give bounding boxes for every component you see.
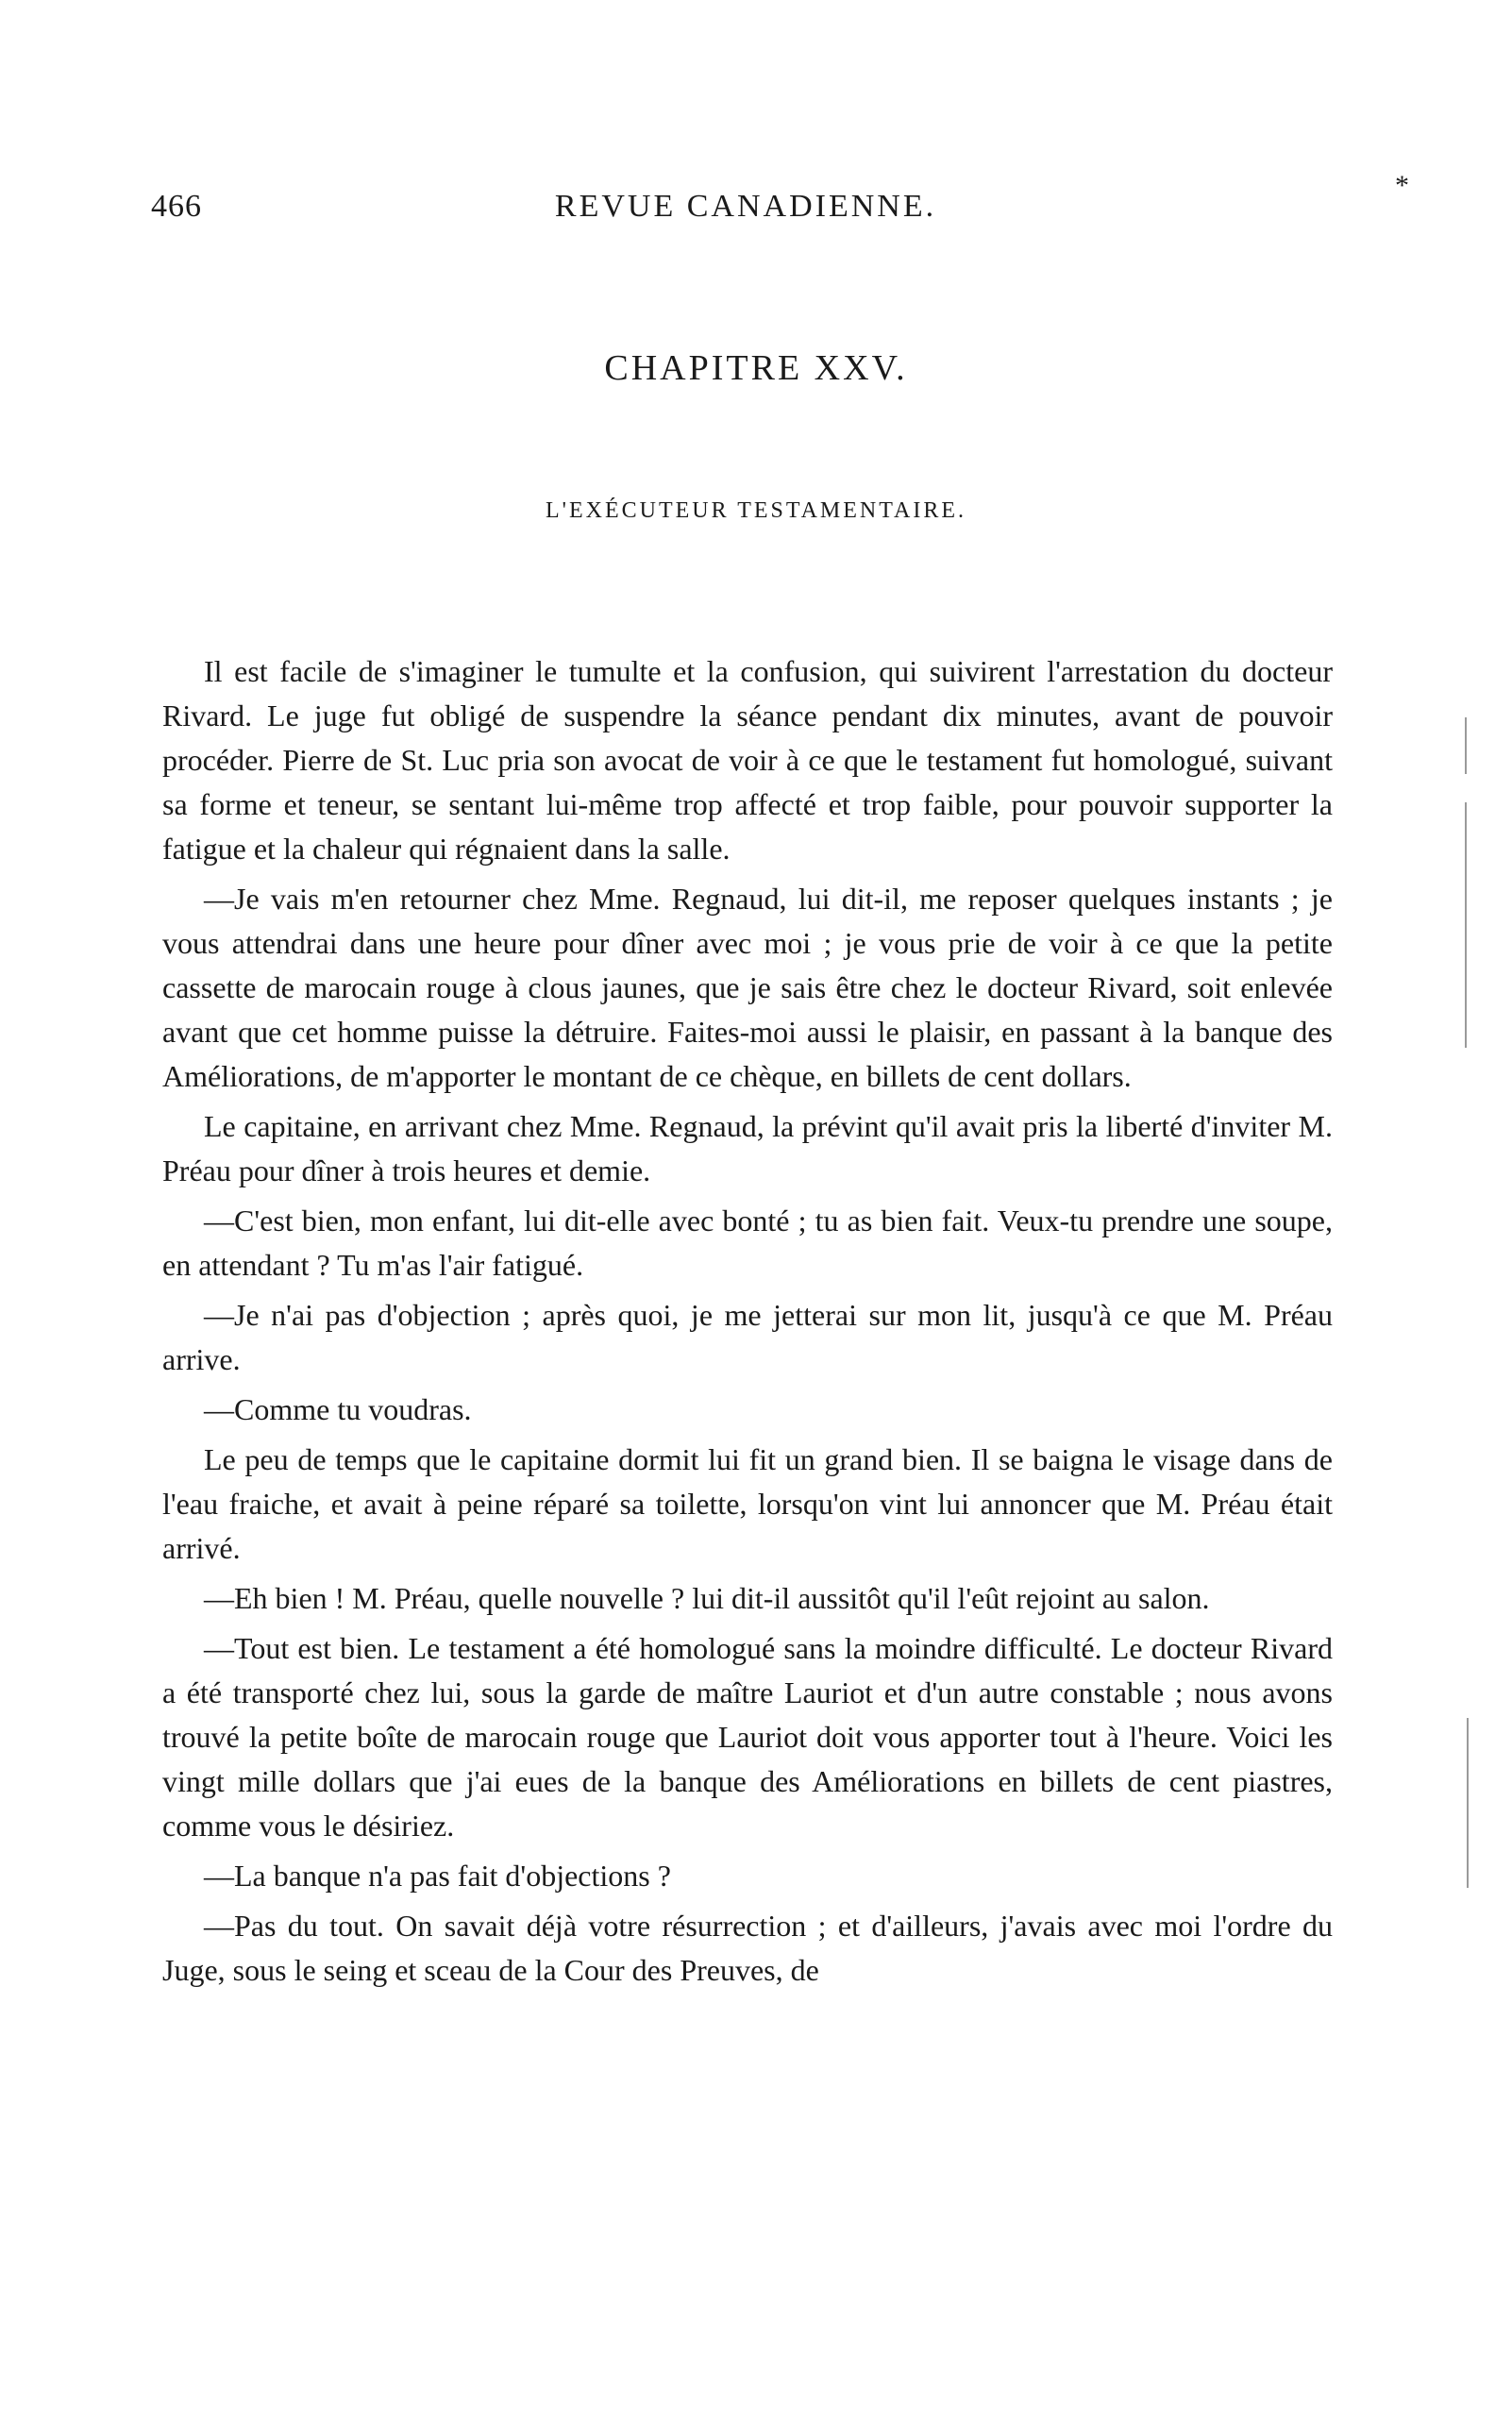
page-number: 466 — [151, 189, 202, 224]
paragraph: Il est facile de s'imaginer le tumulte et la confusion, qui suivirent l'arrestation du docteur Rivard. Le juge fut obligé de suspendre la séance pendant dix minutes, avant de pouvoir procéder. Pierre de St. Luc pria son avocat de voir à ce que le testament fut homologué, suivant sa forme et teneur, se sentant lui-même trop affecté et trop faible, pour pouvoir supporter la fatigue et la chaleur qui régnaient dans la salle. — [162, 654, 1333, 866]
running-title: REVUE CANADIENNE. — [554, 189, 937, 224]
paragraph: —La banque n'a pas fait d'objections ? — [204, 1859, 671, 1893]
paragraph: —Tout est bien. Le testament a été homologué sans la moindre difficulté. Le docteur Rivard a été transporté chez lui, sous la garde de maître Lauriot et d'un autre constable ; nous avons trouvé la petite boîte de marocain rouge que Lauriot doit vous apporter tout à l'heure. Voici les vingt mille dollars que j'ai eues de la banque des Améliorations en billets de cent piastres, comme vous le désiriez. — [162, 1631, 1333, 1843]
body-text — [162, 649, 1333, 1998]
paragraph: —Je vais m'en retourner chez Mme. Regnaud, lui dit-il, me reposer quelques instants ; je vous attendrai dans une heure pour dîner avec moi ; je vous prie de voir à ce que la petite cassette de marocain rouge à clous jaunes, que je sais être chez le docteur Rivard, soit enlevée avant que cet homme puisse la détruire. Faites-moi aussi le plaisir, en passant à la banque des Améliorations, de m'apporter le montant de ce chèque, en billets de cent dollars. — [162, 882, 1333, 1093]
paragraph: —Comme tu voudras. — [204, 1392, 472, 1426]
paragraph: —Pas du tout. On savait déjà votre résurrection ; et d'ailleurs, j'avais avec moi l'ordre du Juge, sous le seing et sceau de la Cour des Preuves, de — [162, 1909, 1333, 1987]
paragraph: —C'est bien, mon enfant, lui dit-elle avec bonté ; tu as bien fait. Veux-tu prendre une soupe, en attendant ? Tu m'as l'air fatigué. — [162, 1204, 1333, 1282]
margin-mark — [1467, 1718, 1469, 1888]
section-title: L'EXÉCUTEUR TESTAMENTAIRE. — [545, 498, 966, 523]
paragraph: —Eh bien ! M. Préau, quelle nouvelle ? lui dit-il aussitôt qu'il l'eût rejoint au salon. — [204, 1581, 1210, 1615]
margin-mark — [1465, 802, 1467, 1048]
paragraph: Le peu de temps que le capitaine dormit lui fit un grand bien. Il se baigna le visage dans de l'eau fraiche, et avait à peine réparé sa toilette, lorsqu'on vint lui annoncer que M. Préau était arrivé. — [162, 1442, 1333, 1565]
chapter-title: CHAPITRE XXV. — [604, 348, 908, 388]
page-header — [151, 189, 1340, 238]
margin-mark — [1465, 717, 1467, 774]
corner-mark: * — [1395, 170, 1409, 201]
paragraph: Le capitaine, en arrivant chez Mme. Regnaud, la prévint qu'il avait pris la liberté d'inviter M. Préau pour dîner à trois heures et demie. — [162, 1109, 1333, 1187]
paragraph: —Je n'ai pas d'objection ; après quoi, je me jetterai sur mon lit, jusqu'à ce que M. Préau arrive. — [162, 1298, 1333, 1376]
